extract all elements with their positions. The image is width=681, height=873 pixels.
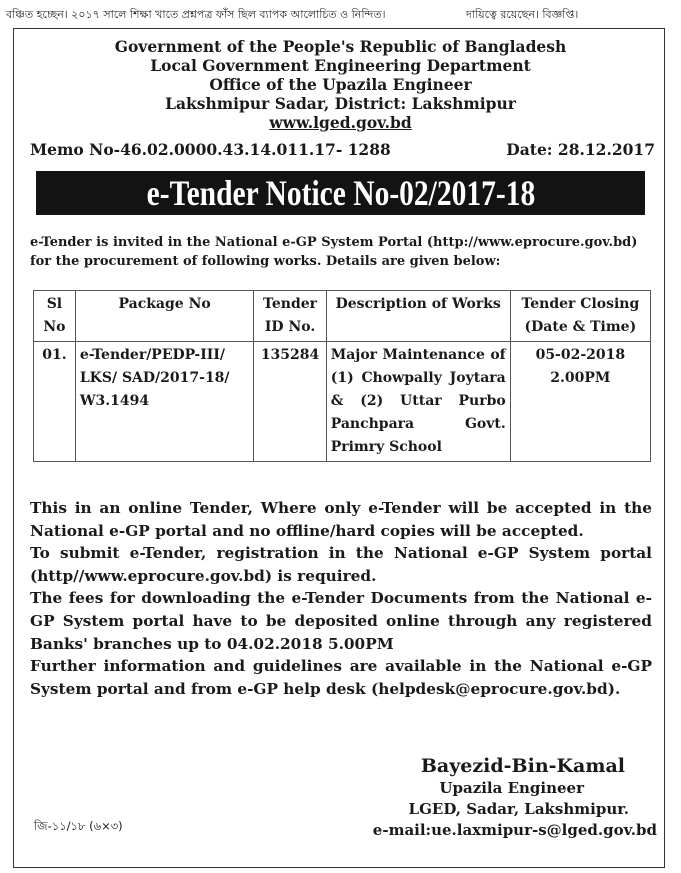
header-closing-line-2: (Date & Time) <box>524 319 637 335</box>
header-tender-id-line-2: ID No. <box>264 319 316 335</box>
intro-text <box>30 233 655 271</box>
cell-package-line-3: W3.1494 <box>79 393 150 409</box>
memo-date: Date: 28.12.2017 <box>506 140 655 159</box>
signatory-office: LGED, Sadar, Lakshmipur. <box>408 800 629 818</box>
signatory-email[interactable]: e-mail:ue.laxmipur-s@lged.gov.bd <box>372 821 657 839</box>
intro-line-2: for the procurement of following works. Details are given below: <box>30 254 501 269</box>
cell-closing-time: 2.00PM <box>550 370 611 386</box>
intro-line-1: e-Tender is invited in the National e-GP System Portal (http://www.eprocure.gov.bd) <box>30 235 638 250</box>
header-closing <box>510 291 650 342</box>
paragraph-registration: To submit e-Tender, registration in the National e-GP System portal (http//www.eprocure.gov.bd) is required. <box>30 544 652 585</box>
header-tender-id-line-1: Tender <box>263 296 318 312</box>
works-table <box>33 290 651 462</box>
cell-description: Major Maintenance of (1) Chowpally Joytara & (2) Uttar Purbo Panchpara Govt. Primry School <box>326 342 510 462</box>
header-sl <box>34 291 76 342</box>
signatory-title: Upazila Engineer <box>439 779 584 797</box>
newspaper-top-strip <box>0 0 681 28</box>
top-strip-right-text: দায়িত্বে রয়েছেন। বিজ্ঞপ্তি। <box>466 8 579 21</box>
signatory-name: Bayezid-Bin-Kamal <box>420 755 625 777</box>
cell-closing-date: 05-02-2018 <box>535 347 626 363</box>
header-sl-line-2: No <box>43 319 66 335</box>
header-department: Local Government Engineering Department <box>150 56 531 75</box>
header-website-link[interactable]: www.lged.gov.bd <box>269 113 412 132</box>
signature-block <box>373 754 657 841</box>
notice-title: e-Tender Notice No-02/2017-18 <box>146 173 535 213</box>
paragraph-online-tender: This in an online Tender, Where only e-Tender will be accepted in the National e-GP portal and no offline/hard copies will be accepted. <box>30 499 652 540</box>
notice-title-banner <box>36 171 645 215</box>
memo-number: Memo No-46.02.0000.43.14.011.17- 1288 <box>30 140 391 159</box>
paragraph-further-info: Further information and guidelines are available in the National e-GP System portal and from e-GP help desk (helpdesk@eprocure.gov.bd). <box>30 657 652 698</box>
header-office: Office of the Upazila Engineer <box>209 75 472 94</box>
notice-body <box>30 497 652 700</box>
cell-package-line-1: e-Tender/PEDP-III/ <box>79 347 225 363</box>
header-location: Lakshmipur Sadar, District: Lakshmipur <box>165 94 516 113</box>
header-description: Description of Works <box>326 291 510 342</box>
cell-closing <box>510 342 650 462</box>
header-package: Package No <box>75 291 254 342</box>
office-header <box>0 37 681 132</box>
top-strip-left-text: বঞ্চিত হচ্ছেন। ২০১৭ সালে শিক্ষা খাতে প্রশ্নপত্র ফাঁস ছিল ব্যাপক আলোচিত ও নিন্দিত। <box>6 8 386 21</box>
table-row <box>34 342 651 462</box>
cell-tender-id: 135284 <box>254 342 326 462</box>
cell-sl: 01. <box>34 342 76 462</box>
header-tender-id <box>254 291 326 342</box>
header-sl-line-1: Sl <box>46 296 63 312</box>
cell-package <box>75 342 254 462</box>
cell-package-line-2: LKS/ SAD/2017-18/ <box>79 370 230 386</box>
header-government: Government of the People's Republic of Bangladesh <box>114 37 567 56</box>
table-header-row <box>34 291 651 342</box>
footer-reference: জি-১১/১৮ (৬×৩) <box>34 819 123 833</box>
header-closing-line-1: Tender Closing <box>521 296 640 312</box>
paragraph-fees: The fees for downloading the e-Tender Documents from the National e-GP System portal have to be deposited online through any registered Banks' branches up to 04.02.2018 5.00PM <box>30 589 652 653</box>
memo-row <box>30 140 655 159</box>
